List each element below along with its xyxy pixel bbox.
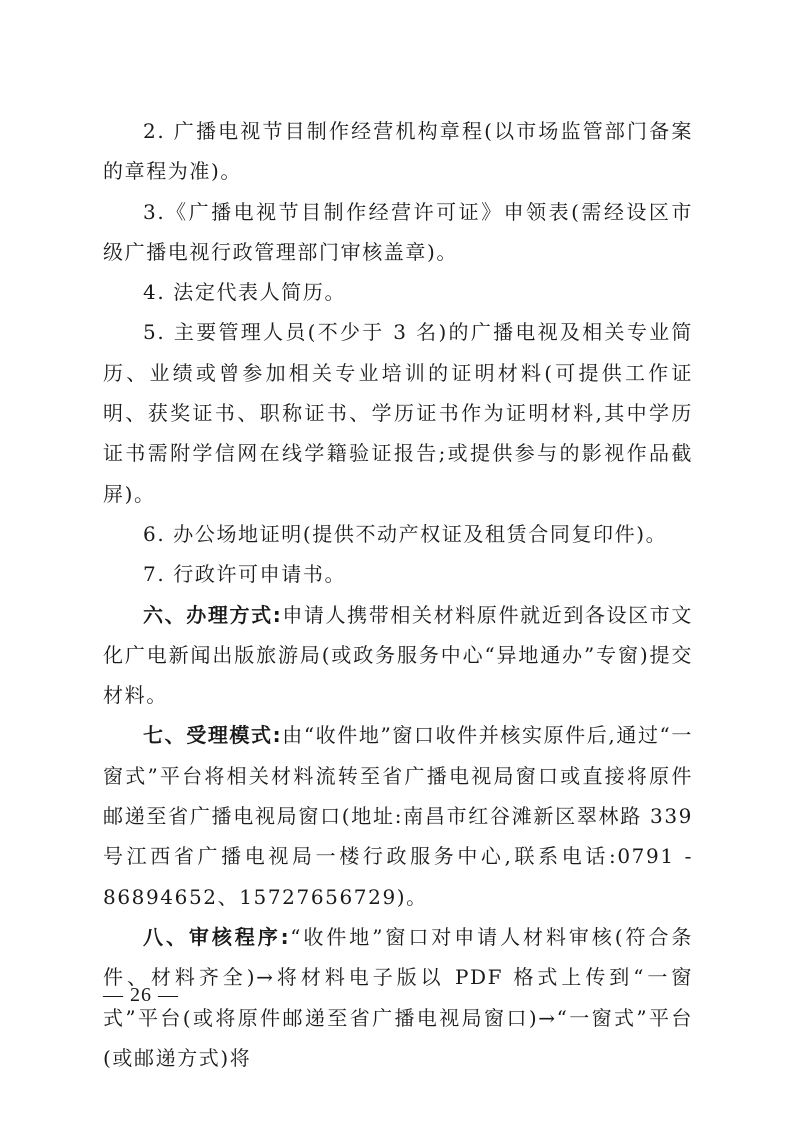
list-item-5: 5. 主要管理人员(不少于 3 名)的广播电视及相关专业简历、业绩或曾参加相关专业培训的证明材料(可提供工作证明、获奖证书、职称证书、学历证书作为证明材料,其中学历证书需附学信网在线学籍验证报告;或提供参与的影视作品截屏)。 bbox=[103, 320, 693, 506]
page-number: — 26 — bbox=[103, 984, 179, 1006]
list-item-3: 3.《广播电视节目制作经营许可证》申领表(需经设区市级广播电视行政管理部门审核盖章)。 bbox=[103, 199, 693, 264]
section-body: 由“收件地”窗口收件并核实原件后,通过“一窗式”平台将相关材料流转至省广播电视局窗口或直接将原件邮递至省广播电视局窗口(地址:南昌市红谷滩新区翠林路 339 号江西省广播电视局一楼行政服务中心,联系电话:0791 - 86894652、15727656729)。 bbox=[103, 723, 693, 909]
list-item-6: 6. 办公场地证明(提供不动产权证及租赁合同复印件)。 bbox=[143, 521, 668, 546]
section-body: 申请人携带相关材料原件就近到各设区市文化广电新闻出版旅游局(或政务服务中心“异地通办”专窗)提交材料。 bbox=[103, 602, 693, 708]
section-body: “收件地”窗口对申请人材料审核(符合条件、材料齐全)→将材料电子版以 PDF 格式上传到“一窗式”平台(或将原件邮递至省广播电视局窗口)→“一窗式”平台(或邮递方式)将 bbox=[103, 924, 693, 1070]
list-item-4: 4. 法定代表人简历。 bbox=[143, 280, 347, 305]
section-review-procedure bbox=[103, 917, 693, 1078]
document-body bbox=[103, 111, 693, 1078]
section-heading: 六、办理方式: bbox=[143, 602, 283, 627]
section-processing-method bbox=[103, 595, 693, 716]
section-heading: 八、审核程序: bbox=[143, 924, 291, 949]
section-acceptance-mode bbox=[103, 715, 693, 916]
list-item-2: 2. 广播电视节目制作经营机构章程(以市场监管部门备案的章程为准)。 bbox=[103, 119, 693, 184]
list-item-7: 7. 行政许可申请书。 bbox=[143, 562, 347, 587]
section-heading: 七、受理模式: bbox=[143, 723, 283, 748]
